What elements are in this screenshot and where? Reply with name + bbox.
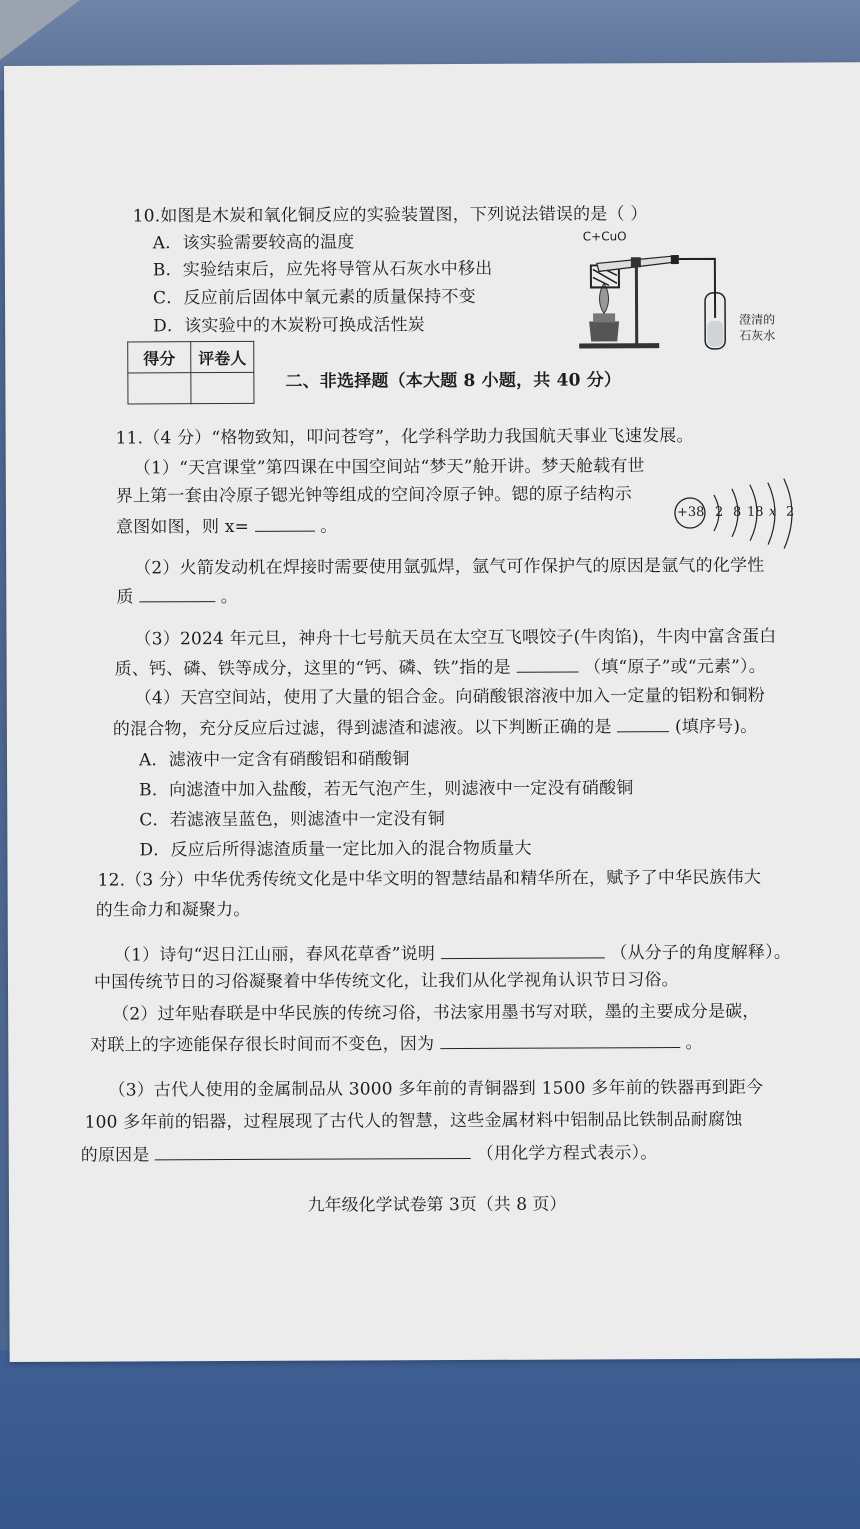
- score-table: [127, 341, 254, 405]
- q12-stem-line2: 的生命力和凝聚力。: [95, 899, 251, 921]
- exam-paper: [4, 62, 860, 1362]
- section-2-title: 二、非选择题（本大题 8 小题，共 40 分）: [285, 370, 622, 392]
- q11-part4-line1: （4）天宫空间站，使用了大量的铝合金。向硝酸银溶液中加入一定量的铝粉和铜粉: [134, 685, 766, 709]
- q12-part1-line2: 中国传统节日的习俗凝聚着中华传统文化，让我们从化学视角认识节日习俗。: [93, 970, 679, 993]
- q10-option-b: B．实验结束后，应先将导管从石灰水中移出: [152, 258, 493, 281]
- q11-option-a: A．滤液中一定含有硝酸铝和硝酸铜: [138, 749, 410, 771]
- apparatus-label-top: C+CuO: [582, 229, 627, 244]
- q12-part2-line1: （2）过年贴春联是中华民族的传统习俗，书法家用墨书写对联，墨的主要成分是碳，: [112, 1001, 760, 1025]
- q11-part1-line3: [116, 515, 338, 539]
- atom-shell-3: 18: [746, 504, 764, 520]
- q10-option-a: A．该实验需要较高的温度: [152, 232, 355, 254]
- q11-part4-end: (填序号)。: [674, 716, 758, 738]
- q12-part3-line1: （3）古代人使用的金属制品从 3000 多年前的青铜器到 1500 多年前的铁器再到距今: [108, 1077, 764, 1101]
- q11-stem: 11.（4 分）“格物致知，叩问苍穹”，化学科学助力我国航天事业飞速发展。: [115, 425, 694, 449]
- q11-option-d: D．反应后所得滤渣质量一定比加入的混合物质量大: [139, 838, 532, 861]
- atom-shell-1: 2: [714, 504, 724, 520]
- grader-header: 评卷人: [191, 341, 254, 372]
- q11-part2-text: 质: [116, 587, 134, 608]
- atom-shell-4: x: [768, 504, 777, 520]
- q11-answer-blank-argon[interactable]: [139, 585, 215, 602]
- q12-part3-line2: 100 多年前的铝器，过程展现了古代人的智慧，这些金属材料中铝制品比铁制品耐腐蚀: [84, 1109, 743, 1133]
- atom-structure-diagram: [672, 475, 802, 556]
- q11-option-c: C．若滤液呈蓝色，则滤渣中一定没有铜: [139, 809, 445, 831]
- q11-part4-line2: [113, 715, 758, 741]
- q11-answer-blank-element[interactable]: [516, 655, 578, 672]
- q11-part1-end: 。: [320, 516, 338, 537]
- q12-part2-line2: [90, 1031, 703, 1057]
- q11-part2-line2: [116, 585, 238, 609]
- q12-part1-line1: [114, 941, 791, 967]
- q11-option-b: B．向滤渣中加入盐酸，若无气泡产生，则滤液中一定没有硝酸铜: [139, 778, 634, 801]
- page-footer: 九年级化学试卷第 3页（共 8 页）: [307, 1194, 567, 1216]
- q11-part3-text: 质、钙、磷、铁等成分，这里的“钙、磷、铁”指的是: [114, 657, 511, 680]
- apparatus-label-side-2: 石灰水: [739, 328, 776, 343]
- q11-part1-text: 意图如图，则 x=: [115, 516, 250, 538]
- score-header: 得分: [128, 342, 191, 373]
- q11-part2-end: 。: [220, 586, 238, 608]
- q11-part1-line1: （1）“天宫课堂”第四课在中国空间站“梦天”舱开讲。梦天舱载有世: [133, 456, 645, 479]
- q10-stem: 10.如图是木炭和氧化铜反应的实验装置图，下列说法错误的是（ ）: [132, 204, 648, 227]
- q11-part3-line1: （3）2024 年元旦，神舟十七号航天员在太空互飞喂饺子(牛肉馅)，牛肉中富含蛋白: [134, 626, 777, 650]
- apparatus-figure: [573, 223, 784, 354]
- paper-content: [4, 62, 860, 1362]
- atom-shell-2: 8: [732, 504, 742, 520]
- q12-part1-end: （从分子的角度解释）。: [610, 942, 792, 964]
- atom-nucleus: +38: [676, 504, 705, 521]
- q12-part3-end: （用化学方程式表示）。: [476, 1143, 658, 1164]
- q11-part3-line2: [115, 655, 766, 681]
- q12-answer-blank-carbon[interactable]: [440, 1031, 680, 1049]
- q11-part2-line1: （2）火箭发动机在焊接时需要使用氩弧焊，氩气可作保护气的原因是氩气的化学性: [134, 555, 765, 579]
- q11-part4-text: 的混合物，充分反应后过滤，得到滤渣和滤液。以下判断正确的是: [112, 717, 612, 740]
- q11-part1-line2: 界上第一套由冷原子锶光钟等组成的空间冷原子钟。锶的原子结构示: [115, 484, 632, 507]
- score-cell: [128, 373, 191, 404]
- q12-answer-blank-equation[interactable]: [155, 1142, 471, 1160]
- q11-answer-blank-choice[interactable]: [617, 715, 669, 732]
- q12-part3-line3: [81, 1141, 658, 1167]
- q12-part3-text: 的原因是: [80, 1145, 150, 1166]
- q10-option-d: D．该实验中的木炭粉可换成活性炭: [153, 315, 426, 337]
- q12-part2-end: 。: [685, 1032, 703, 1054]
- q11-part3-end: （填“原子”或“元素”）。: [583, 656, 766, 678]
- q12-stem-line1: 12.（3 分）中华优秀传统文化是中华文明的智慧结晶和精华所在，赋予了中华民族伟大: [97, 867, 762, 891]
- q12-part1-text: （1）诗句“迟日江山丽，春风花草香”说明: [113, 944, 436, 966]
- atom-shell-5: 2: [785, 504, 795, 520]
- q10-option-c: C．反应前后固体中氧元素的质量保持不变: [152, 286, 476, 309]
- q12-part2-text: 对联上的字迹能保存很长时间而不变色，因为: [90, 1034, 435, 1056]
- q11-answer-blank-x[interactable]: [255, 515, 315, 532]
- background-bottom: [0, 1350, 860, 1529]
- apparatus-label-side-1: 澄清的: [739, 312, 776, 327]
- grader-cell: [191, 372, 254, 403]
- q12-answer-blank-molecule[interactable]: [441, 941, 605, 959]
